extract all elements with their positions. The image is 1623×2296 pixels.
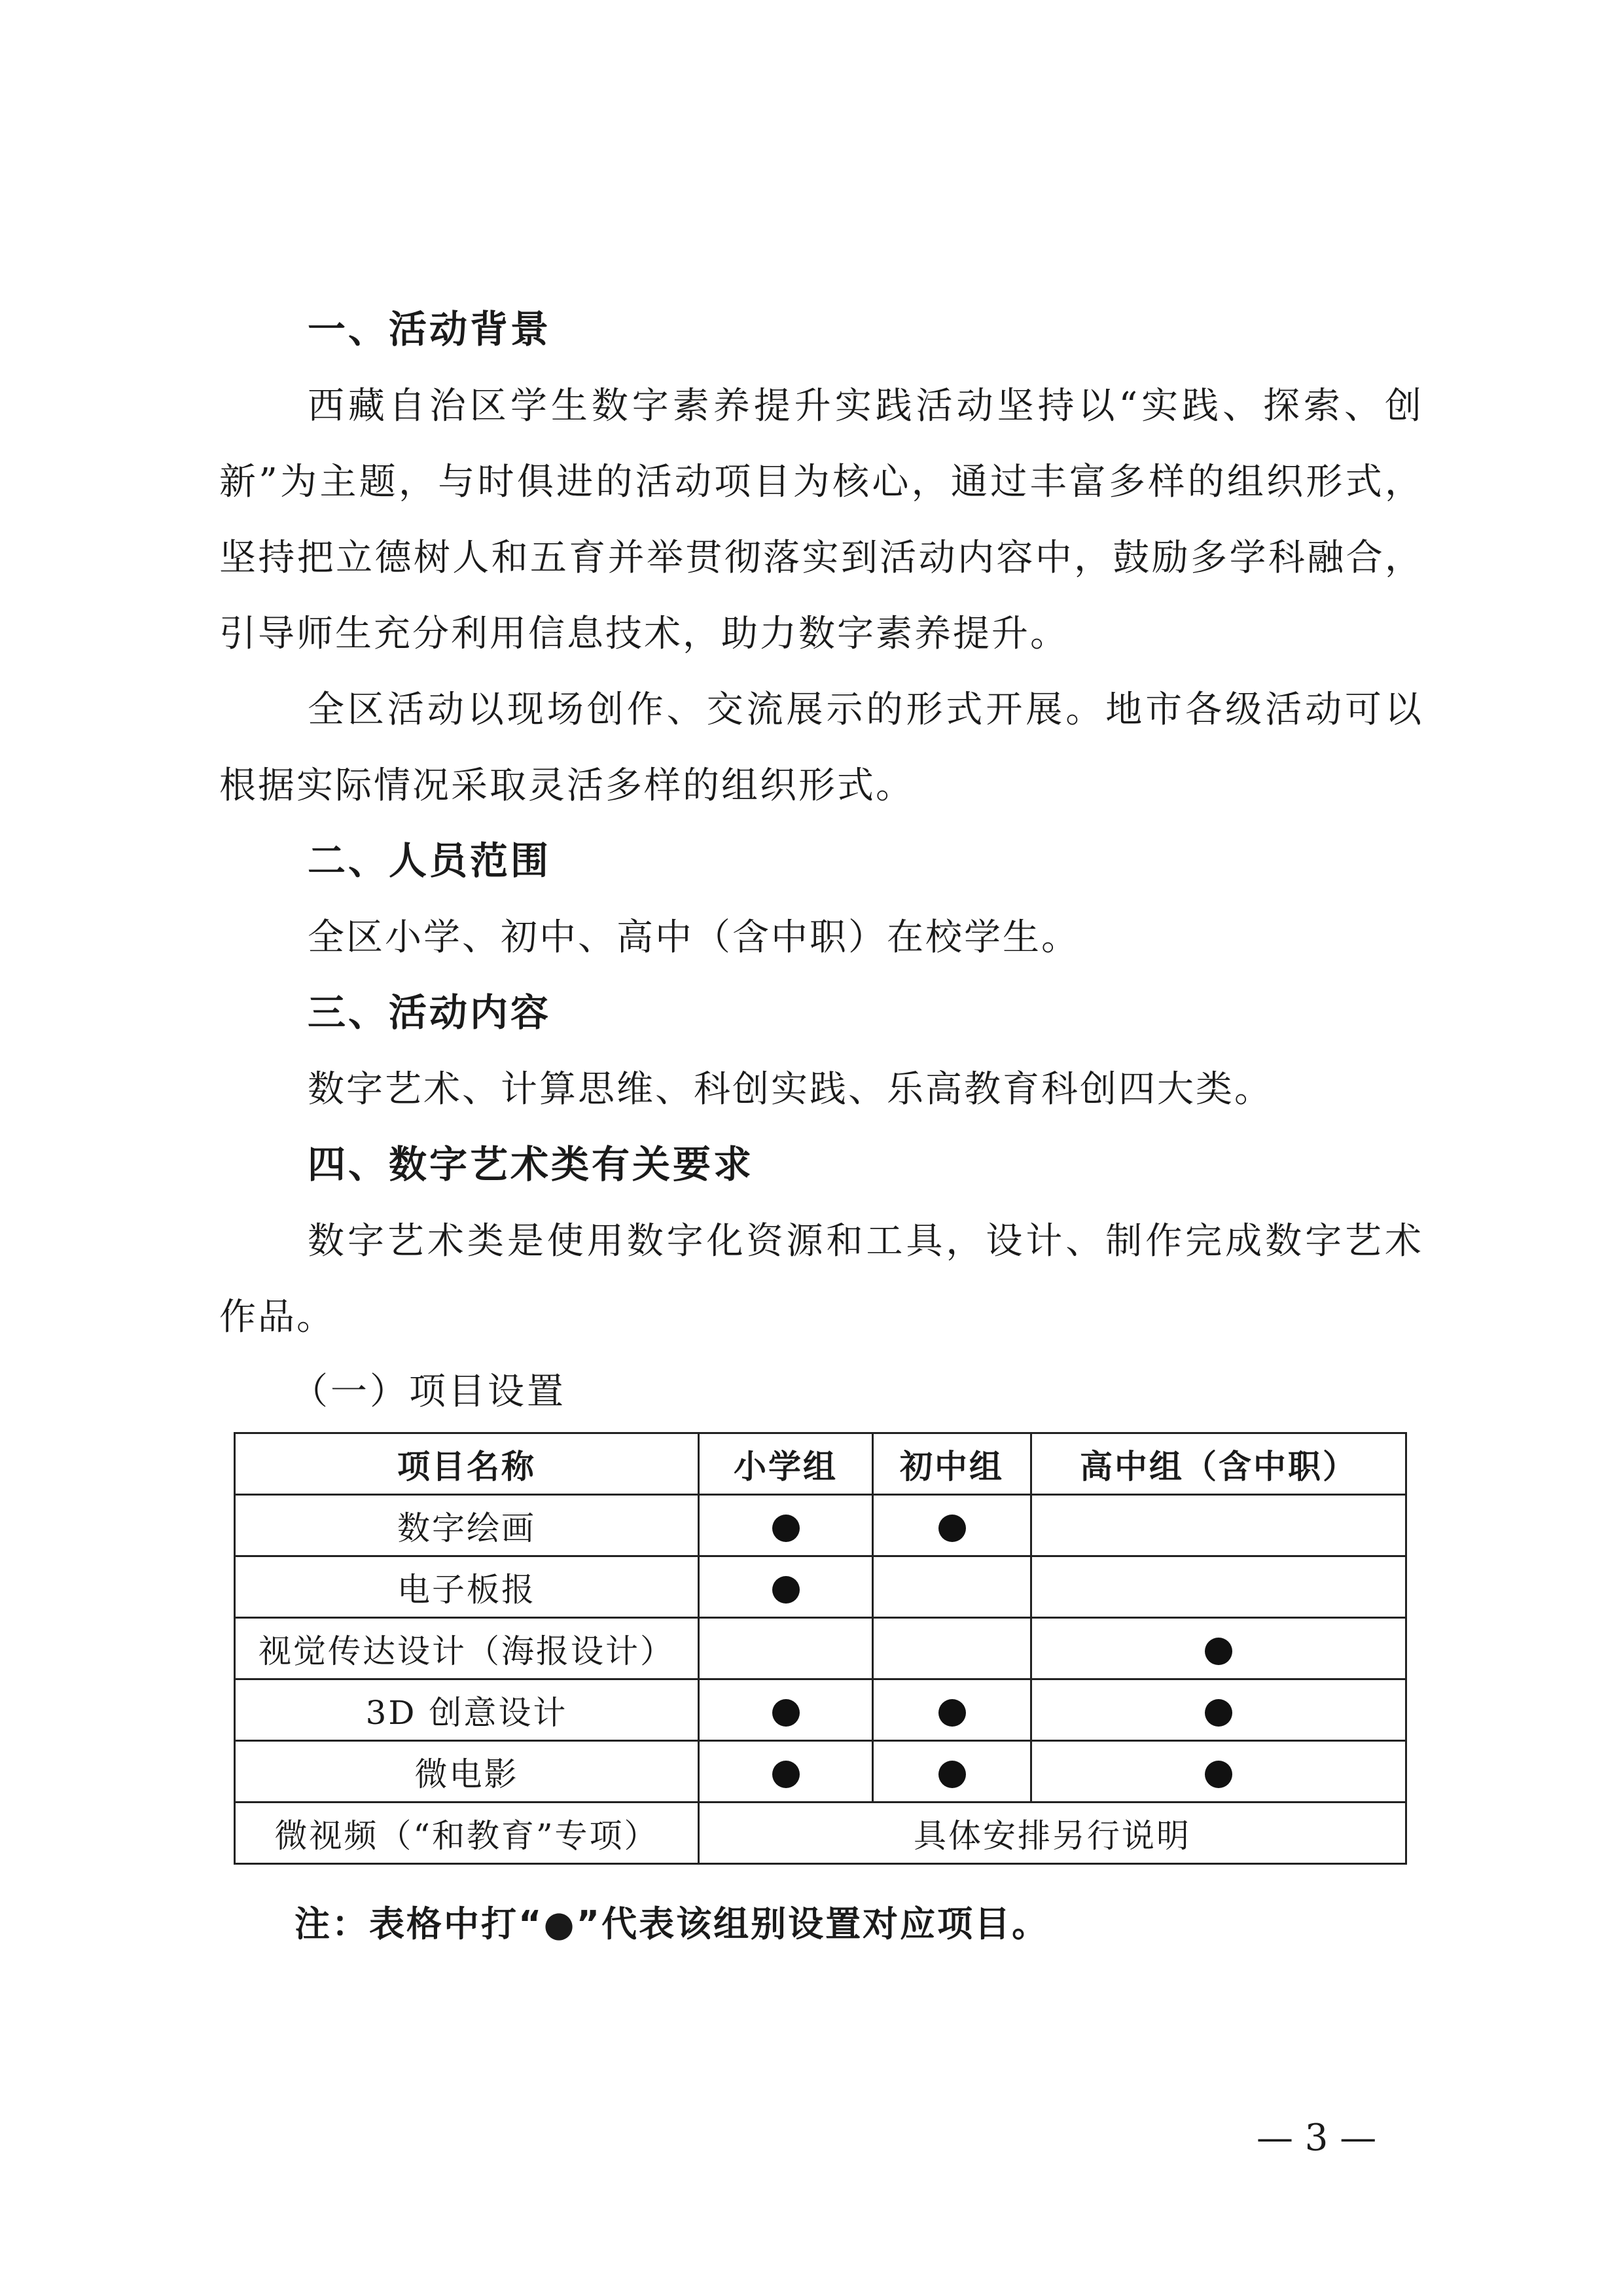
filled-circle-icon — [938, 1699, 966, 1727]
filled-circle-icon — [1205, 1638, 1232, 1665]
group-mark-cell — [873, 1495, 1031, 1556]
section-2-heading: 二、人员范围 — [308, 838, 552, 883]
section-2-paragraph: 全区小学、初中、高中（含中职）在校学生。 — [308, 916, 1080, 959]
project-name-cell: 电子板报 — [235, 1556, 699, 1618]
group-mark-cell — [699, 1618, 873, 1679]
filled-circle-icon — [772, 1761, 800, 1788]
filled-circle-icon — [938, 1515, 966, 1542]
header-primary-group: 小学组 — [699, 1433, 873, 1495]
group-mark-cell — [873, 1679, 1031, 1741]
header-junior-group: 初中组 — [873, 1433, 1031, 1495]
project-name-cell: 3D 创意设计 — [235, 1679, 699, 1741]
merged-arrangement-cell: 具体安排另行说明 — [699, 1803, 1406, 1864]
project-name-cell: 微电影 — [235, 1741, 699, 1803]
filled-circle-icon — [938, 1761, 966, 1788]
table-row — [235, 1741, 1406, 1803]
table-row — [235, 1556, 1406, 1618]
group-mark-cell — [1031, 1679, 1406, 1741]
group-mark-cell — [699, 1556, 873, 1618]
project-settings-table — [234, 1432, 1407, 1865]
section-4-heading: 四、数字艺术类有关要求 — [308, 1142, 755, 1187]
table-row — [235, 1618, 1406, 1679]
page-number: — 3 — — [1257, 2117, 1377, 2159]
section-1-heading: 一、活动背景 — [308, 307, 552, 351]
table-body — [235, 1495, 1406, 1864]
table-row — [235, 1679, 1406, 1741]
group-mark-cell — [1031, 1495, 1406, 1556]
header-senior-group: 高中组（含中职） — [1031, 1433, 1406, 1495]
section-3-heading: 三、活动内容 — [308, 990, 552, 1035]
section-4-paragraph: 数字艺术类是使用数字化资源和工具，设计、制作完成数字艺术作品。 — [219, 1220, 1423, 1338]
group-mark-cell — [873, 1556, 1031, 1618]
group-mark-cell — [699, 1741, 873, 1803]
group-mark-cell — [1031, 1618, 1406, 1679]
filled-circle-icon — [1205, 1699, 1232, 1727]
group-mark-cell — [1031, 1556, 1406, 1618]
table-note: 注：表格中打“●”代表该组别设置对应项目。 — [294, 1903, 1050, 1945]
section-3-paragraph: 数字艺术、计算思维、科创实践、乐高教育科创四大类。 — [308, 1068, 1273, 1111]
section-1-paragraph-2: 全区活动以现场创作、交流展示的形式开展。地市各级活动可以根据实际情况采取灵活多样的组织形式。 — [219, 689, 1423, 807]
group-mark-cell — [1031, 1741, 1406, 1803]
table-header-row — [235, 1433, 1406, 1495]
group-mark-cell — [873, 1618, 1031, 1679]
header-project-name: 项目名称 — [235, 1433, 699, 1495]
table-row — [235, 1495, 1406, 1556]
project-name-cell: 数字绘画 — [235, 1495, 699, 1556]
filled-circle-icon — [772, 1699, 800, 1727]
filled-circle-icon — [772, 1576, 800, 1604]
project-name-cell: 微视频（“和教育”专项） — [235, 1803, 699, 1864]
table-row — [235, 1803, 1406, 1864]
filled-circle-icon — [772, 1515, 800, 1542]
group-mark-cell — [873, 1741, 1031, 1803]
project-name-cell: 视觉传达设计（海报设计） — [235, 1618, 699, 1679]
section-1-paragraph-1: 西藏自治区学生数字素养提升实践活动坚持以“实践、探索、创新”为主题，与时俱进的活动项目为核心，通过丰富多样的组织形式，坚持把立德树人和五育并举贯彻落实到活动内容中，鼓励多学科融合，引导师生充分利用信息技术，助力数字素养提升。 — [219, 385, 1423, 655]
group-mark-cell — [699, 1679, 873, 1741]
subsection-heading: （一）项目设置 — [291, 1371, 566, 1413]
filled-circle-icon — [1205, 1761, 1232, 1788]
group-mark-cell — [699, 1495, 873, 1556]
